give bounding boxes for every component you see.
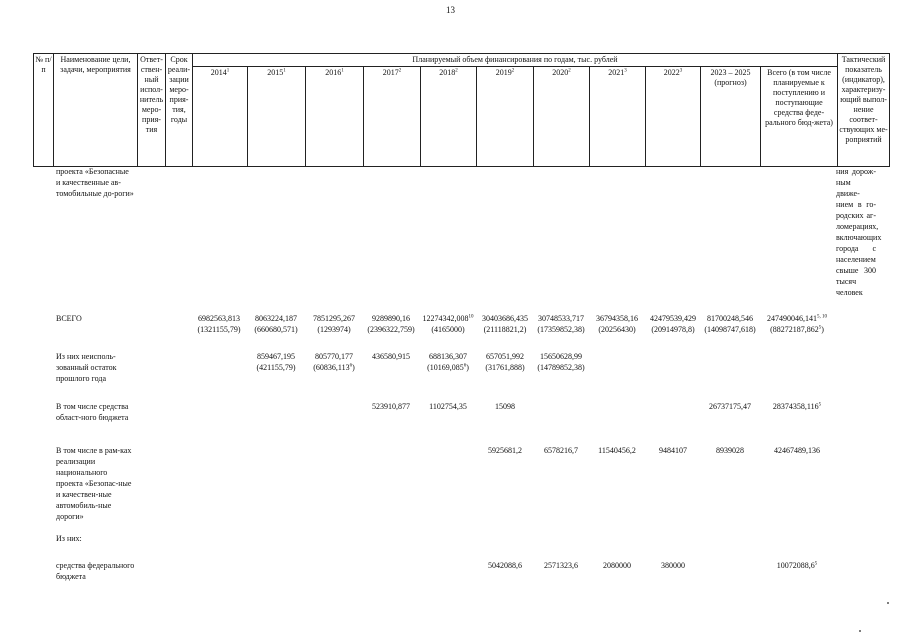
cell-value: 6578216,7 [544, 446, 578, 455]
scan-speck [859, 630, 861, 632]
cell-value: 2080000 [603, 561, 631, 570]
cell-subvalue: (14789852,38) [537, 363, 585, 372]
cell-value: 1102754,35 [429, 402, 467, 411]
cell-value: 436580,915 [372, 352, 410, 361]
cell-value: 42479539,429 (20914978,8) [650, 314, 696, 334]
cell-value: 380000 [661, 561, 685, 570]
row-label-national: В том числе в рам-ках реализации национального проекта «Безопас-ные и качествен-ные автомобиль-ные дороги» [56, 446, 132, 521]
cell-value: 859467,195 [257, 352, 295, 361]
cell-value: 9289890,16 (2396322,759) [367, 314, 415, 334]
header-col-plan: Планируемый объем финансирования по годам, тыс. рублей [193, 54, 838, 67]
cell-value: 688136,307 [429, 352, 467, 361]
cell-value: 12274342,008$^{10}$ (4165000) [422, 314, 474, 334]
row-label-iz-nih: Из них: [56, 534, 82, 543]
header-col-name: Наименование цели, задачи, мероприятия [54, 54, 138, 167]
page-number: 13 [446, 5, 455, 15]
row-label-regional: В том числе средства област-ного бюджета [56, 402, 129, 422]
cell-subvalue: (421155,79) [256, 363, 296, 372]
cell-value: 15098 [495, 402, 515, 411]
header-year: 2016$^1$ [306, 67, 364, 167]
cell-value: 8939028 [716, 446, 744, 455]
cell-value: 81700248,546 (14098747,618) [704, 314, 756, 334]
cell-value: 42467489,136 [774, 446, 820, 455]
cell-value: 36794358,16 (20256430) [596, 314, 638, 334]
cell-value: 9484107 [659, 446, 687, 455]
cell-value: 30748533,717 (17359852,38) [537, 314, 585, 334]
header-year: 2019$^2$ [477, 67, 534, 167]
header-col-indicator: Тактический показатель (индикатор), характеризу-ющий выпол-нение соответ-ствующих ме-роприятий [838, 54, 890, 167]
header-year: 2020$^2$ [534, 67, 590, 167]
cell-subvalue: (31761,888) [485, 363, 525, 372]
row-label-unused: Из них неисполь-зованный остаток прошлого года [56, 352, 117, 383]
cell-value: 7851295,267 (1293974) [313, 314, 355, 334]
cell-value: 15650628,99 [540, 352, 582, 361]
cell-value: 26737175,47 [709, 402, 751, 411]
continuation-name: проекта «Безопасные и качественные ав-томобильные до-роги» [56, 167, 134, 198]
cell-value: 11540456,2 [598, 446, 636, 455]
cell-subvalue: (10169,085$^6$) [427, 363, 469, 372]
header-year: 2017$^2$ [364, 67, 421, 167]
continuation-indicator: ния дорож-ным движе-нием в го-родских аг-ломерациях, включающих города с населением свыше 300 тысяч человек [836, 167, 882, 297]
row-label-federal: средства федерального бюджета [56, 561, 135, 581]
header-year: 2014$^1$ [193, 67, 248, 167]
header-year: 2021$^3$ [590, 67, 646, 167]
header-col-number: № п/п [34, 54, 54, 167]
cell-value: 523910,877 [372, 402, 410, 411]
cell-value: 247490046,141$^{5, 10}$ (88272187,862$^5$) [767, 314, 827, 334]
header-year: 2022$^3$ [646, 67, 701, 167]
header-col-term: Срок реали-зации меро-прия-тия, годы [166, 54, 193, 167]
header-year: 2015$^1$ [248, 67, 306, 167]
table-header [33, 53, 890, 167]
cell-value: 2571323,6 [544, 561, 578, 570]
cell-value: 30403686,435 (21118821,2) [482, 314, 528, 334]
cell-value: 657051,992 [486, 352, 524, 361]
cell-value: 10072088,6$^5$ [776, 561, 818, 570]
cell-value: 5925681,2 [488, 446, 522, 455]
cell-value: 8063224,187 (660680,571) [254, 314, 298, 334]
cell-value: 805770,177 [315, 352, 353, 361]
cell-subvalue: (60836,113$^6$) [313, 363, 355, 372]
header-col-responsible: Ответ-ствен-ный испол-нитель меро-прия-тия [138, 54, 166, 167]
header-year: 2018$^2$ [421, 67, 477, 167]
scan-speck [887, 602, 889, 604]
cell-value: 5042088,6 [488, 561, 522, 570]
row-label-total: ВСЕГО [56, 314, 82, 323]
cell-value: 6982563,813 (1321155,79) [197, 314, 241, 334]
cell-value: 28374358,116$^5$ [772, 402, 822, 411]
header-year-forecast: 2023 – 2025 (прогноз) [701, 67, 761, 167]
header-total: Всего (в том числе планируемые к поступлению и поступающие средства феде-рального бюд-жета) [761, 67, 838, 167]
